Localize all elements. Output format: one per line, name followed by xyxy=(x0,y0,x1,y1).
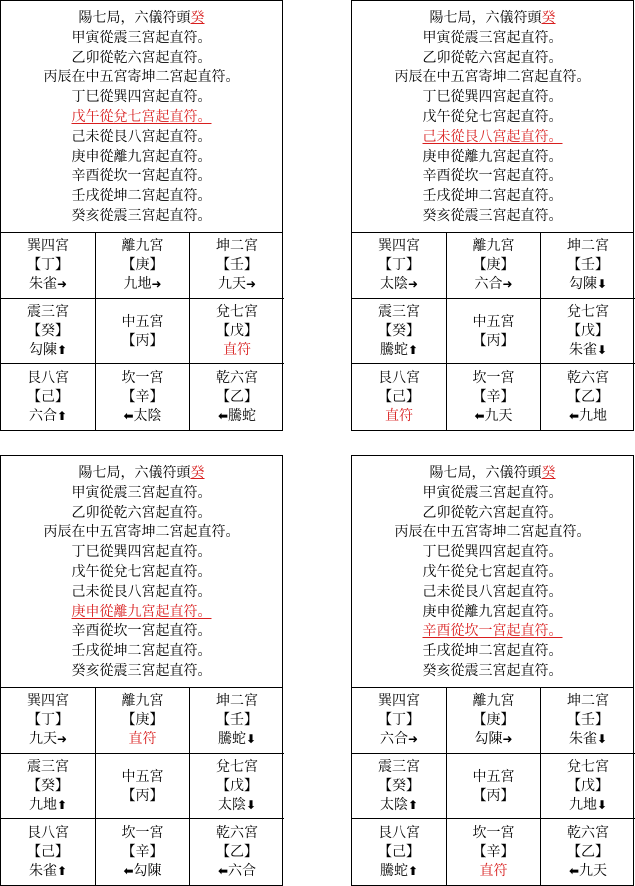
palace-cell xyxy=(541,688,635,754)
palace-cell xyxy=(352,364,447,430)
palace-stem: 【戊】 xyxy=(216,777,258,794)
palace-name: 坎一宮 xyxy=(472,824,515,841)
palace-spirit-row xyxy=(569,862,607,881)
rule-line: 甲寅從震三宮起直符。 xyxy=(422,29,563,46)
palace-spirit: 九天 xyxy=(217,276,246,292)
palace-spirit-row xyxy=(218,407,256,426)
rule-line: 己未從艮八宮起直符。 xyxy=(71,583,212,600)
palace-spirit-row xyxy=(129,730,157,749)
arrow-right-icon: ➜ xyxy=(245,277,257,291)
rule-line: 庚申從離九宮起直符。 xyxy=(71,148,212,165)
palace-cell xyxy=(352,754,447,819)
rule-line: 辛酉從坎一宮起直符。 xyxy=(71,168,212,185)
palace-spirit: 勾陳 xyxy=(133,862,162,879)
palace-name: 兌七宮 xyxy=(567,758,609,775)
palace-spirit: 九地 xyxy=(568,796,597,813)
palace-name: 巽四宮 xyxy=(27,693,69,709)
arrow-up-icon: ⬆ xyxy=(407,863,419,878)
palace-cell xyxy=(1,754,96,819)
rule-line: 乙卯從乾六宮起直符。 xyxy=(422,49,563,66)
palace-spirit-row xyxy=(123,275,161,294)
palace-spirit-row xyxy=(569,275,607,294)
palace-cell xyxy=(96,364,190,430)
palace-cell xyxy=(1,299,96,364)
palace-stem: 【丁】 xyxy=(378,257,420,273)
palace-spirit-row xyxy=(380,341,418,360)
palace-spirit-row xyxy=(218,730,256,749)
palace-spirit: 太陰 xyxy=(379,796,408,813)
palace-name: 中五宮 xyxy=(472,769,515,785)
rule-text-block xyxy=(352,1,633,233)
rule-line: 甲寅從震三宮起直符。 xyxy=(422,484,563,501)
palace-cell xyxy=(541,819,635,885)
rule-line: 戊午從兌七宮起直符。 xyxy=(422,108,563,125)
palace-stem: 【己】 xyxy=(27,388,69,405)
arrow-right-icon: ➜ xyxy=(407,277,419,291)
palace-cell xyxy=(96,754,190,819)
palace-stem: 【庚】 xyxy=(472,257,515,273)
palace-spirit: 九天 xyxy=(28,731,57,747)
palace-stem: 【庚】 xyxy=(121,712,164,728)
palace-spirit-row xyxy=(569,341,607,360)
arrow-right-icon: ➜ xyxy=(56,732,68,746)
palace-stem: 【乙】 xyxy=(216,843,258,860)
palace-spirit-row xyxy=(29,407,67,426)
rule-line: 丙辰在中五宮寄坤二宮起直符。 xyxy=(394,524,591,541)
qimen-panel-top-right xyxy=(351,0,634,431)
palace-name: 艮八宮 xyxy=(27,369,69,386)
rule-line: 壬戌從坤二宮起直符。 xyxy=(71,643,212,660)
palace-cell xyxy=(352,688,447,754)
palace-stem: 【戊】 xyxy=(567,322,609,339)
panel-title-red-stem: 癸 xyxy=(190,10,205,26)
palace-spirit-row xyxy=(29,796,67,815)
rule-line: 甲寅從震三宮起直符。 xyxy=(71,484,212,501)
palace-spirit: 直符 xyxy=(385,407,413,424)
palace-grid xyxy=(1,688,282,885)
palace-spirit: 勾陳 xyxy=(28,341,57,358)
palace-name: 兌七宮 xyxy=(216,303,258,320)
rule-line: 辛酉從坎一宮起直符。 xyxy=(422,168,563,185)
arrow-right-icon: ➜ xyxy=(56,277,68,291)
palace-name: 乾六宮 xyxy=(216,824,258,841)
palace-spirit: 九天 xyxy=(579,862,608,879)
palace-cell xyxy=(190,299,284,364)
palace-name: 巽四宮 xyxy=(27,238,69,254)
panel-title-red-stem: 癸 xyxy=(541,465,556,481)
palace-spirit-row xyxy=(29,275,67,294)
palace-stem: 【癸】 xyxy=(378,777,420,794)
palace-name: 艮八宮 xyxy=(27,824,69,841)
panel-title-prefix: 陽七局，六儀符頭 xyxy=(78,10,191,26)
rule-line: 庚申從離九宮起直符。 xyxy=(422,603,563,620)
palace-spirit: 太陰 xyxy=(217,796,246,813)
palace-spirit-row xyxy=(569,730,607,749)
palace-spirit: 直符 xyxy=(479,862,508,879)
palace-spirit-row xyxy=(123,407,161,426)
rule-line: 丁巳從巽四宮起直符。 xyxy=(422,89,563,106)
palace-spirit-row xyxy=(569,796,607,815)
arrow-right-icon: ➜ xyxy=(151,277,162,291)
palace-spirit: 六合 xyxy=(228,862,257,879)
palace-grid xyxy=(1,233,282,430)
palace-spirit-row xyxy=(474,407,512,426)
rule-line-highlighted: 己未從艮八宮起直符。 xyxy=(422,128,563,145)
palace-spirit: 九地 xyxy=(28,796,57,813)
palace-spirit: 騰蛇 xyxy=(379,341,408,358)
palace-cell xyxy=(1,233,96,299)
palace-cell xyxy=(541,233,635,299)
palace-stem: 【丙】 xyxy=(472,333,515,349)
palace-name: 震三宮 xyxy=(378,758,420,775)
palace-spirit-row xyxy=(123,862,161,881)
palace-cell xyxy=(541,364,635,430)
palace-cell xyxy=(1,819,96,885)
palace-spirit-row xyxy=(380,275,418,294)
palace-stem: 【丙】 xyxy=(121,788,164,804)
palace-spirit-row xyxy=(223,341,251,360)
rule-line: 辛酉從坎一宮起直符。 xyxy=(71,623,212,640)
palace-name: 坤二宮 xyxy=(567,238,609,254)
palace-stem: 【庚】 xyxy=(121,257,164,273)
palace-spirit-row xyxy=(569,407,607,426)
arrow-left-icon: ⬅ xyxy=(217,863,229,878)
palace-spirit-row xyxy=(218,796,256,815)
palace-name: 離九宮 xyxy=(472,238,515,254)
palace-spirit-row xyxy=(380,796,418,815)
arrow-left-icon: ⬅ xyxy=(217,408,229,423)
palace-spirit-row xyxy=(380,862,418,881)
palace-stem: 【丁】 xyxy=(27,257,69,273)
palace-cell xyxy=(352,819,447,885)
rule-text-block xyxy=(352,456,633,688)
rule-line: 甲寅從震三宮起直符。 xyxy=(71,29,212,46)
palace-spirit-row xyxy=(480,862,508,881)
palace-name: 坎一宮 xyxy=(121,824,164,841)
arrow-up-icon: ⬆ xyxy=(56,342,68,357)
palace-stem: 【己】 xyxy=(27,843,69,860)
palace-cell xyxy=(541,299,635,364)
panel-title-red-stem: 癸 xyxy=(541,10,556,26)
palace-stem: 【庚】 xyxy=(472,712,515,728)
palace-stem: 【壬】 xyxy=(216,257,258,273)
palace-name: 坤二宮 xyxy=(216,693,258,709)
palace-name: 坤二宮 xyxy=(216,238,258,254)
palace-spirit: 朱雀 xyxy=(568,341,597,358)
palace-spirit-row xyxy=(385,407,413,426)
palace-spirit-row xyxy=(218,862,256,881)
rule-text-block xyxy=(1,1,282,233)
palace-stem: 【乙】 xyxy=(567,388,609,405)
palace-name: 兌七宮 xyxy=(567,303,609,320)
palace-stem: 【丙】 xyxy=(121,333,164,349)
palace-spirit: 太陰 xyxy=(133,407,162,424)
palace-cell xyxy=(1,688,96,754)
palace-stem: 【壬】 xyxy=(567,257,609,273)
palace-name: 震三宮 xyxy=(27,758,69,775)
arrow-down-icon: ⬇ xyxy=(245,797,257,812)
palace-stem: 【己】 xyxy=(378,388,420,405)
palace-spirit-row xyxy=(29,730,67,749)
panel-title-red-stem: 癸 xyxy=(190,465,205,481)
palace-spirit-row xyxy=(29,862,67,881)
palace-cell xyxy=(352,299,447,364)
rule-line: 癸亥從震三宮起直符。 xyxy=(422,207,563,224)
palace-spirit-row xyxy=(474,730,512,749)
palace-name: 離九宮 xyxy=(121,693,164,709)
panel-title xyxy=(352,464,633,484)
rule-line-highlighted: 庚申從離九宮起直符。 xyxy=(71,603,212,620)
palace-cell xyxy=(96,233,190,299)
panel-title-prefix: 陽七局，六儀符頭 xyxy=(429,465,542,481)
palace-stem: 【辛】 xyxy=(121,843,164,860)
palace-spirit-row xyxy=(218,275,256,294)
rule-line: 丙辰在中五宮寄坤二宮起直符。 xyxy=(43,524,240,541)
rule-line: 丁巳從巽四宮起直符。 xyxy=(422,544,563,561)
palace-stem: 【癸】 xyxy=(27,777,69,794)
palace-cell xyxy=(190,364,284,430)
palace-name: 乾六宮 xyxy=(216,369,258,386)
palace-stem: 【丁】 xyxy=(27,712,69,728)
palace-spirit: 騰蛇 xyxy=(217,731,246,747)
palace-cell xyxy=(1,364,96,430)
rule-line-highlighted: 戊午從兌七宮起直符。 xyxy=(71,108,212,125)
rule-line: 丙辰在中五宮寄坤二宮起直符。 xyxy=(394,69,591,86)
palace-stem: 【辛】 xyxy=(472,388,515,405)
panel-title xyxy=(1,464,282,484)
rule-line: 庚申從離九宮起直符。 xyxy=(422,148,563,165)
palace-spirit: 騰蛇 xyxy=(379,862,408,879)
arrow-up-icon: ⬆ xyxy=(407,342,419,357)
rule-line: 癸亥從震三宮起直符。 xyxy=(71,662,212,679)
palace-spirit-row xyxy=(474,275,512,294)
rule-line: 癸亥從震三宮起直符。 xyxy=(422,662,563,679)
palace-cell xyxy=(352,233,447,299)
rule-line: 乙卯從乾六宮起直符。 xyxy=(422,504,563,521)
arrow-left-icon: ⬅ xyxy=(474,408,485,423)
palace-spirit: 朱雀 xyxy=(568,731,597,747)
palace-cell xyxy=(447,233,541,299)
palace-name: 中五宮 xyxy=(121,314,164,330)
palace-stem: 【壬】 xyxy=(216,712,258,728)
palace-name: 乾六宮 xyxy=(567,824,609,841)
arrow-left-icon: ⬅ xyxy=(123,408,134,423)
panel-title xyxy=(352,9,633,29)
palace-stem: 【癸】 xyxy=(27,322,69,339)
palace-cell xyxy=(96,299,190,364)
arrow-down-icon: ⬇ xyxy=(245,732,257,746)
arrow-right-icon: ➜ xyxy=(502,277,513,291)
palace-cell xyxy=(541,754,635,819)
arrow-down-icon: ⬇ xyxy=(596,342,608,357)
palace-spirit: 太陰 xyxy=(379,276,408,292)
arrow-left-icon: ⬅ xyxy=(568,408,580,423)
palace-spirit: 九天 xyxy=(484,407,513,424)
palace-name: 中五宮 xyxy=(472,314,515,330)
rule-line: 丁巳從巽四宮起直符。 xyxy=(71,89,212,106)
palace-stem: 【丙】 xyxy=(472,788,515,804)
palace-name: 坎一宮 xyxy=(121,369,164,386)
rule-line: 癸亥從震三宮起直符。 xyxy=(71,207,212,224)
qimen-panel-bottom-right xyxy=(351,455,634,886)
rule-line: 乙卯從乾六宮起直符。 xyxy=(71,504,212,521)
rule-line: 乙卯從乾六宮起直符。 xyxy=(71,49,212,66)
palace-spirit: 六合 xyxy=(474,276,503,292)
palace-name: 離九宮 xyxy=(472,693,515,709)
palace-cell xyxy=(96,819,190,885)
palace-spirit: 騰蛇 xyxy=(228,407,257,424)
palace-spirit: 朱雀 xyxy=(28,862,57,879)
palace-spirit: 朱雀 xyxy=(28,276,57,292)
palace-cell xyxy=(447,754,541,819)
palace-cell xyxy=(447,364,541,430)
rule-line: 己未從艮八宮起直符。 xyxy=(71,128,212,145)
palace-spirit: 六合 xyxy=(28,407,57,424)
rule-line: 戊午從兌七宮起直符。 xyxy=(71,563,212,580)
palace-spirit: 直符 xyxy=(223,341,251,358)
palace-cell xyxy=(190,233,284,299)
palace-name: 兌七宮 xyxy=(216,758,258,775)
palace-name: 艮八宮 xyxy=(378,369,420,386)
panel-title-prefix: 陽七局，六儀符頭 xyxy=(78,465,191,481)
palace-stem: 【丁】 xyxy=(378,712,420,728)
arrow-down-icon: ⬇ xyxy=(596,732,608,746)
rule-text-block xyxy=(1,456,282,688)
palace-name: 艮八宮 xyxy=(378,824,420,841)
arrow-up-icon: ⬆ xyxy=(56,408,68,423)
arrow-up-icon: ⬆ xyxy=(56,863,68,878)
panel-title-prefix: 陽七局，六儀符頭 xyxy=(429,10,542,26)
palace-stem: 【戊】 xyxy=(216,322,258,339)
palace-stem: 【乙】 xyxy=(216,388,258,405)
palace-cell xyxy=(447,688,541,754)
palace-spirit: 九地 xyxy=(123,276,152,292)
palace-spirit-row xyxy=(380,730,418,749)
palace-name: 離九宮 xyxy=(121,238,164,254)
palace-cell xyxy=(190,688,284,754)
rule-line: 壬戌從坤二宮起直符。 xyxy=(71,188,212,205)
qimen-panel-top-left xyxy=(0,0,283,431)
arrow-left-icon: ⬅ xyxy=(568,863,580,878)
palace-name: 震三宮 xyxy=(378,303,420,320)
palace-cell xyxy=(447,299,541,364)
palace-cell xyxy=(96,688,190,754)
arrow-right-icon: ➜ xyxy=(407,732,419,746)
palace-spirit-row xyxy=(29,341,67,360)
palace-stem: 【癸】 xyxy=(378,322,420,339)
palace-grid xyxy=(352,688,633,885)
palace-spirit: 直符 xyxy=(128,731,157,747)
palace-cell xyxy=(447,819,541,885)
rule-line: 壬戌從坤二宮起直符。 xyxy=(422,188,563,205)
rule-line: 戊午從兌七宮起直符。 xyxy=(422,563,563,580)
arrow-up-icon: ⬆ xyxy=(56,797,68,812)
palace-cell xyxy=(190,754,284,819)
arrow-left-icon: ⬅ xyxy=(123,863,134,878)
rule-line: 丙辰在中五宮寄坤二宮起直符。 xyxy=(43,69,240,86)
rule-line: 壬戌從坤二宮起直符。 xyxy=(422,643,563,660)
palace-name: 中五宮 xyxy=(121,769,164,785)
palace-spirit: 九地 xyxy=(579,407,608,424)
palace-name: 震三宮 xyxy=(27,303,69,320)
qimen-panel-bottom-left xyxy=(0,455,283,886)
arrow-up-icon: ⬆ xyxy=(407,797,419,812)
palace-stem: 【辛】 xyxy=(472,843,515,860)
palace-name: 坤二宮 xyxy=(567,693,609,709)
palace-name: 坎一宮 xyxy=(472,369,515,386)
palace-grid xyxy=(352,233,633,430)
palace-stem: 【戊】 xyxy=(567,777,609,794)
arrow-right-icon: ➜ xyxy=(502,732,513,746)
palace-cell xyxy=(190,819,284,885)
rule-line: 己未從艮八宮起直符。 xyxy=(422,583,563,600)
palace-stem: 【乙】 xyxy=(567,843,609,860)
palace-stem: 【己】 xyxy=(378,843,420,860)
arrow-down-icon: ⬇ xyxy=(596,797,608,812)
palace-name: 巽四宮 xyxy=(378,238,420,254)
panel-title xyxy=(1,9,282,29)
palace-spirit: 勾陳 xyxy=(474,731,503,747)
rule-line: 丁巳從巽四宮起直符。 xyxy=(71,544,212,561)
rule-line-highlighted: 辛酉從坎一宮起直符。 xyxy=(422,623,563,640)
palace-name: 巽四宮 xyxy=(378,693,420,709)
palace-name: 乾六宮 xyxy=(567,369,609,386)
palace-stem: 【辛】 xyxy=(121,388,164,405)
arrow-down-icon: ⬇ xyxy=(596,277,608,291)
palace-stem: 【壬】 xyxy=(567,712,609,728)
palace-spirit: 勾陳 xyxy=(568,276,597,292)
palace-spirit: 六合 xyxy=(379,731,408,747)
